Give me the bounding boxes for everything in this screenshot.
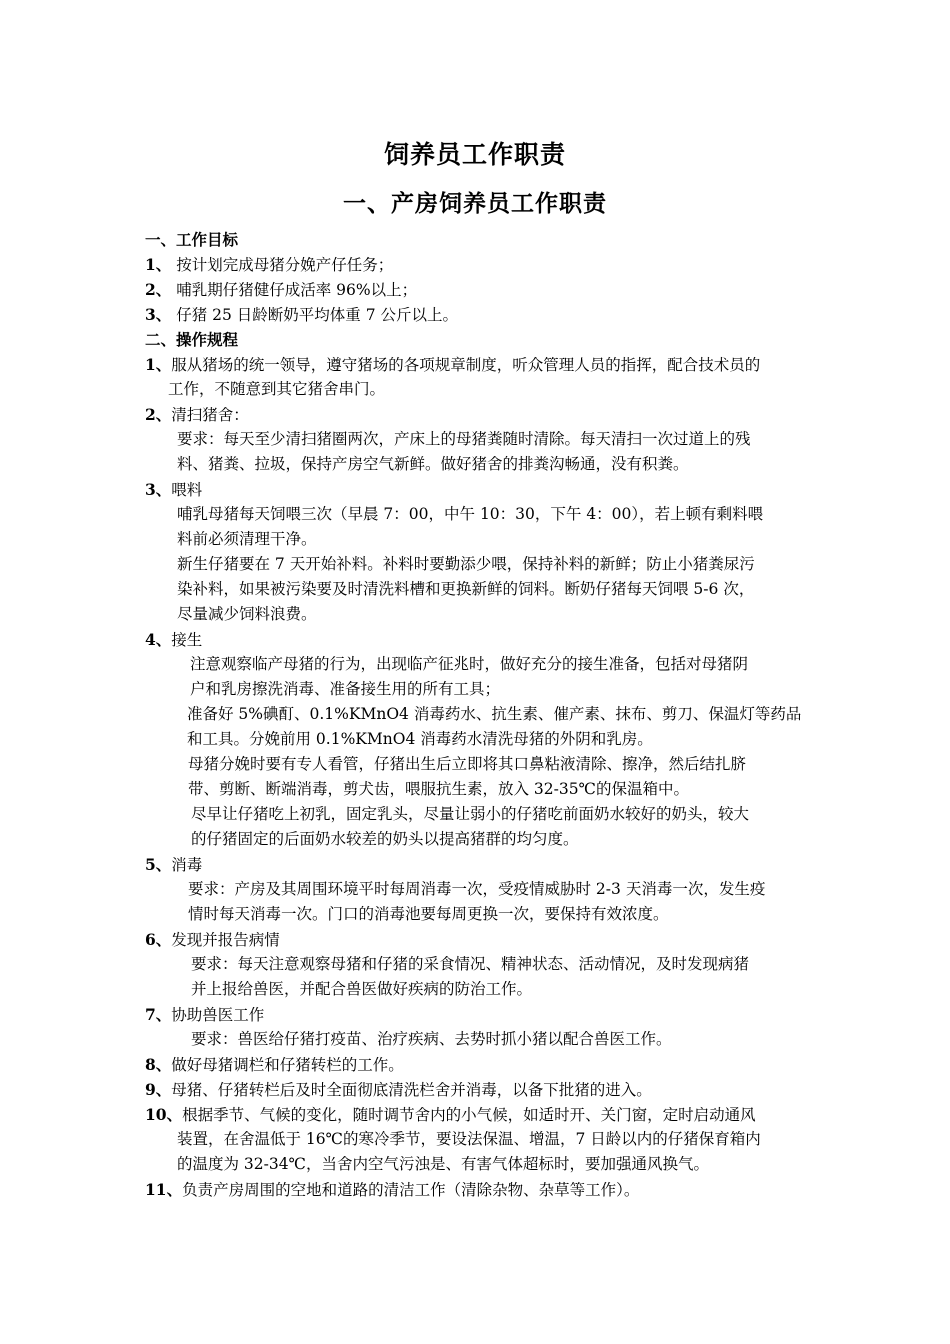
procedure-text: 要求：每天注意观察母猪和仔猪的采食情况、精神状态、活动情况，及时发现病猪 [191,955,750,973]
procedure-text: 做好母猪调栏和仔猪转栏的工作。 [171,1056,404,1074]
procedure-title: 协助兽医工作 [171,1006,265,1024]
procedure-text: 尽早让仔猪吃上初乳，固定乳头，尽量让弱小的仔猪吃前面奶水较好的奶头，较大 [191,805,750,823]
procedure-text: 哺乳母猪每天饲喂三次（早晨 7：00，中午 10：30，下午 4：00），若上顿有剩料喂 [177,505,764,523]
procedure-text-continued: 料、猪粪、拉圾，保持产房空气新鲜。做好猪舍的排粪沟畅通，没有积粪。 [177,455,689,473]
procedure-text-continued: 工作，不随意到其它猪舍串门。 [168,380,386,398]
procedure-text: 母猪分娩时要有专人看管，仔猪出生后立即将其口鼻粘液清除、擦净，然后结扎脐 [188,755,747,773]
goal-text: 仔猪 25 日龄断奶平均体重 7 公斤以上。 [171,306,459,324]
procedure-title: 清扫猪舍： [171,406,249,424]
procedure-item [145,927,280,953]
procedure-number: 6、 [145,930,172,949]
procedure-number: 9、 [145,1080,172,1099]
procedure-title: 发现并报告病情 [171,931,280,949]
procedure-item [145,1052,404,1078]
procedure-text-continued: 染补料，如果被污染要及时清洗料槽和更换新鲜的饲料。断奶仔猪每天饲喂 5-6 次， [177,580,755,598]
procedure-item [145,477,202,503]
procedure-number: 2、 [145,405,172,424]
procedure-item [145,1077,652,1103]
procedure-item [145,402,249,428]
goal-item [145,252,393,278]
procedure-text: 要求：每天至少清扫猪圈两次，产床上的母猪粪随时清除。每天清扫一次过道上的残 [177,430,751,448]
procedure-text-continued: 和工具。分娩前用 0.1%KMnO4 消毒药水清洗母猪的外阴和乳房。 [187,730,653,748]
procedure-text: 服从猪场的统一领导，遵守猪场的各项规章制度，听众管理人员的指挥，配合技术员的 [171,356,761,374]
procedure-text: 准备好 5%碘酊、0.1%KMnO4 消毒药水、抗生素、催产素、抹布、剪刀、保温灯等药品 [187,705,802,723]
procedure-item [145,1002,264,1028]
goal-text: 哺乳期仔猪健仔成活率 96%以上； [171,281,418,299]
procedure-text: 母猪、仔猪转栏后及时全面彻底清洗栏舍并消毒，以备下批猪的进入。 [171,1081,652,1099]
procedure-text: 负责产房周围的空地和道路的清洁工作（清除杂物、杂草等工作）。 [182,1181,640,1199]
procedure-item [145,1102,756,1128]
section-heading-procedures: 二、操作规程 [145,330,239,349]
procedure-text-continued: 情时每天消毒一次。门口的消毒池要每周更换一次，要保持有效浓度。 [188,905,669,923]
goal-number: 1、 [145,255,172,274]
procedure-text: 注意观察临产母猪的行为，出现临产征兆时，做好充分的接生准备，包括对母猪阴 [190,655,749,673]
procedure-number: 1、 [145,355,172,374]
procedure-text-continued: 带、剪断、断端消毒，剪犬齿，喂服抗生素，放入 32-35℃的保温箱中。 [188,780,689,798]
procedure-title: 接生 [171,631,203,649]
goal-number: 3、 [145,305,172,324]
procedure-item [145,627,202,653]
procedure-text-continued: 尽量减少饲料浪费。 [177,605,317,623]
procedure-text: 新生仔猪要在 7 天开始补料。补料时要勤添少喂，保持补料的新鲜；防止小猪粪尿污 [177,555,755,573]
procedure-item [145,852,202,878]
goal-number: 2、 [145,280,172,299]
goal-item [145,277,417,303]
procedure-text-continued: 并上报给兽医，并配合兽医做好疾病的防治工作。 [191,980,533,998]
goal-item [145,302,458,328]
procedure-title: 消毒 [171,856,203,874]
procedure-number: 4、 [145,630,172,649]
procedure-item [145,1177,639,1203]
procedure-number: 3、 [145,480,172,499]
procedure-text-continued: 装置，在舍温低于 16℃的寒冷季节，要设法保温、增温，7 日龄以内的仔猪保育箱内 [177,1130,761,1148]
procedure-title: 喂料 [171,481,203,499]
procedure-text-continued: 的温度为 32-34℃，当舍内空气污浊是、有害气体超标时，要加强通风换气。 [177,1155,709,1173]
procedure-text: 要求：兽医给仔猪打疫苗、治疗疾病、去势时抓小猪以配合兽医工作。 [191,1030,672,1048]
goal-text: 按计划完成母猪分娩产仔任务； [171,256,394,274]
document-title: 饲养员工作职责 [383,140,566,169]
procedure-number: 5、 [145,855,172,874]
section-heading-goals: 一、工作目标 [145,230,239,249]
procedure-number: 7、 [145,1005,172,1024]
document-subtitle: 一、产房饲养员工作职责 [343,190,607,217]
procedure-number: 11、 [145,1180,183,1199]
procedure-text-continued: 料前必须清理干净。 [177,530,317,548]
procedure-text: 根据季节、气候的变化，随时调节舍内的小气候，如适时开、关门窗，定时启动通风 [182,1106,756,1124]
procedure-item [145,352,760,378]
procedure-text-continued: 的仔猪固定的后面奶水较差的奶头以提高猪群的均匀度。 [191,830,579,848]
procedure-number: 10、 [145,1105,183,1124]
procedure-number: 8、 [145,1055,172,1074]
procedure-text: 要求：产房及其周围环境平时每周消毒一次，受疫情威胁时 2-3 天消毒一次，发生疫 [188,880,766,898]
procedure-text-continued: 户和乳房擦洗消毒、准备接生用的所有工具； [190,680,501,698]
